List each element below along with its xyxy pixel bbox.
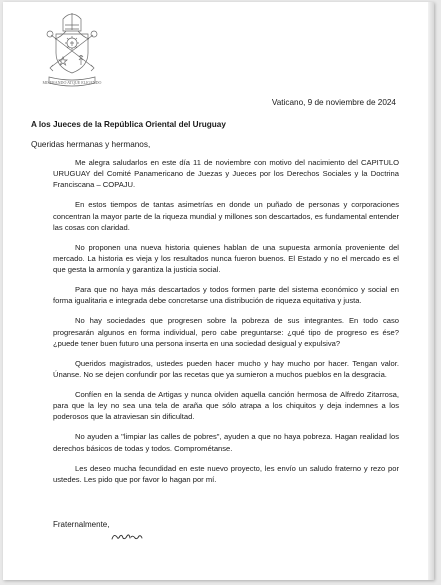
- letter-closing: Fraternalmente,: [53, 520, 110, 529]
- paragraph: Me alegra saludarlos en este día 11 de noviembre con motivo del nacimiento del CAPITULO URUGUAY del Comité Panamericano de Juezas y Jueces por los Derechos Sociales y la Doctrina Franciscana – COPAJU.: [53, 158, 399, 190]
- handwritten-signature-icon: [111, 530, 143, 544]
- paragraph: Confíen en la senda de Artigas y nunca olviden aquella canción hermosa de Alfredo Zitarrosa, para que la ley no sea una tela de araña que sólo atrapa a los chiquitos y deja indemnes a los poderosos que la atraviesan sin dificultad.: [53, 390, 399, 422]
- motto-ribbon: MISERANDO ATQUE ELIGENDO: [42, 80, 102, 85]
- paragraph: Para que no haya más descartados y todos formen parte del sistema económico y social en forma igualitaria e integrada debe concretarse una distribución de riqueza equitativa y justa.: [53, 285, 399, 306]
- letter-page: [3, 2, 434, 580]
- letter-addressee: A los Jueces de la República Oriental del Uruguay: [31, 120, 226, 129]
- paragraph: En estos tiempos de tantas asimetrías en donde un puñado de personas y corporaciones concentran la mayor parte de la riqueza mundial y millones son descartados, es fundamental entender las cosas con claridad.: [53, 200, 399, 232]
- letter-date: Vaticano, 9 de noviembre de 2024: [271, 98, 396, 107]
- paragraph: No ayuden a "limpiar las calles de pobres", ayuden a que no haya pobreza. Hagan realidad los derechos básicos de todas y todos. Comprométanse.: [53, 432, 399, 453]
- papal-coat-of-arms-icon: [39, 9, 105, 89]
- paragraph: Les deseo mucha fecundidad en este nuevo proyecto, les envío un saludo fraterno y rezo por ustedes. Les pido que por favor lo hagan por mí.: [53, 463, 399, 484]
- letter-body: [53, 157, 399, 494]
- paragraph: No hay sociedades que progresen sobre la pobreza de sus integrantes. En todo caso progresarán algunos en forma individual, pero cabe preguntarse: ¿qué tipo de progreso es ése?¿puede tener buen futuro una persona inserta en una sociedad desigual y expulsiva?: [53, 316, 399, 348]
- letter-salutation: Queridas hermanas y hermanos,: [31, 140, 151, 149]
- page-edge: [428, 2, 434, 580]
- paragraph: No proponen una nueva historia quienes hablan de una supuesta armonía proveniente del mercado. La historia es vieja y los resultados nunca fueron buenos. El Estado y no el mercado es el que gesta la armonía y garantiza la justicia social.: [53, 242, 399, 275]
- paragraph: Queridos magistrados, ustedes pueden hacer mucho y hay mucho por hacer. Tengan valor. Únanse. No se dejen confundir por las recetas que ya sumieron a muchos pueblos en la desgracia.: [53, 358, 399, 380]
